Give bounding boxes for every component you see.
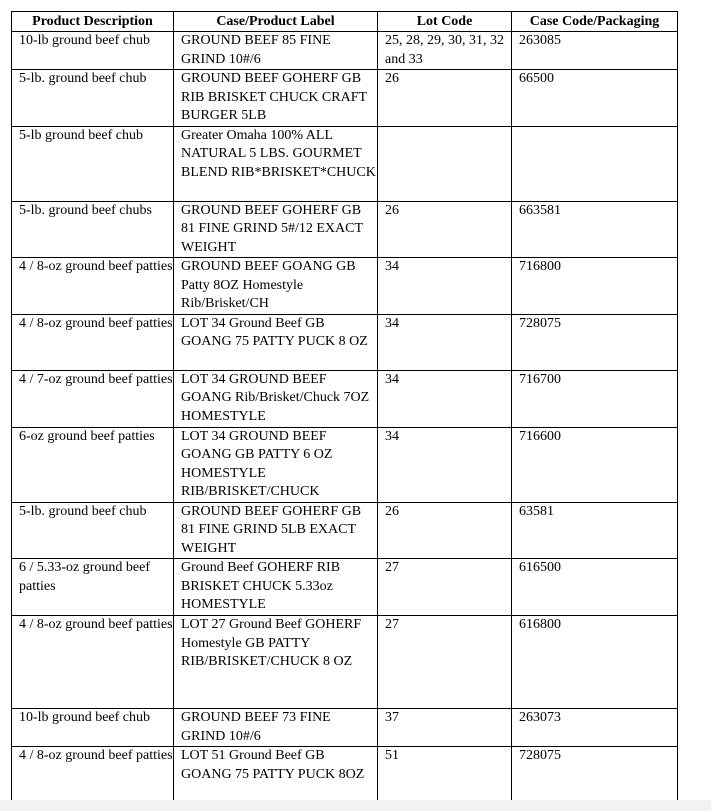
cell-case-code: 616800 bbox=[512, 616, 678, 709]
cell-lot-code: 26 bbox=[378, 201, 512, 258]
cell-product-description: 5-lb. ground beef chubs bbox=[12, 201, 174, 258]
table-row bbox=[12, 747, 678, 803]
cell-case-product-label: GROUND BEEF GOHERF GB 81 FINE GRIND 5LB EXACT WEIGHT bbox=[174, 502, 378, 559]
cell-case-code: 716800 bbox=[512, 258, 678, 315]
cell-case-code: 728075 bbox=[512, 314, 678, 370]
header-lot-code: Lot Code bbox=[378, 12, 512, 32]
cell-case-code: 728075 bbox=[512, 747, 678, 803]
cell-lot-code: 51 bbox=[378, 747, 512, 803]
table-row bbox=[12, 370, 678, 427]
cell-case-product-label: LOT 51 Ground Beef GB GOANG 75 PATTY PUCK 8OZ bbox=[174, 747, 378, 803]
table-header bbox=[12, 12, 678, 32]
table-row bbox=[12, 70, 678, 127]
cell-case-product-label: LOT 34 GROUND BEEF GOANG Rib/Brisket/Chuck 7OZ HOMESTYLE bbox=[174, 370, 378, 427]
cell-product-description: 4 / 8-oz ground beef patties bbox=[12, 258, 174, 315]
table-row bbox=[12, 427, 678, 502]
table-row bbox=[12, 126, 678, 201]
cell-lot-code: 25, 28, 29, 30, 31, 32 and 33 bbox=[378, 32, 512, 70]
cell-case-code: 716700 bbox=[512, 370, 678, 427]
table-row bbox=[12, 616, 678, 709]
cell-case-product-label: LOT 34 Ground Beef GB GOANG 75 PATTY PUCK 8 OZ bbox=[174, 314, 378, 370]
cell-case-code: 63581 bbox=[512, 502, 678, 559]
cell-case-code: 616500 bbox=[512, 559, 678, 616]
cell-product-description: 5-lb. ground beef chub bbox=[12, 502, 174, 559]
cell-lot-code: 34 bbox=[378, 370, 512, 427]
header-case-product-label: Case/Product Label bbox=[174, 12, 378, 32]
cell-lot-code: 37 bbox=[378, 709, 512, 747]
cell-product-description: 10-lb ground beef chub bbox=[12, 709, 174, 747]
cell-product-description: 4 / 8-oz ground beef patties bbox=[12, 616, 174, 709]
cell-case-code: 716600 bbox=[512, 427, 678, 502]
header-row bbox=[12, 12, 678, 32]
header-product-description: Product Description bbox=[12, 12, 174, 32]
cell-product-description: 5-lb ground beef chub bbox=[12, 126, 174, 201]
table-row bbox=[12, 32, 678, 70]
recall-product-table bbox=[11, 11, 678, 803]
table-row bbox=[12, 502, 678, 559]
cell-product-description: 5-lb. ground beef chub bbox=[12, 70, 174, 127]
cell-case-product-label: GROUND BEEF GOHERF GB 81 FINE GRIND 5#/12 EXACT WEIGHT bbox=[174, 201, 378, 258]
table-body bbox=[12, 32, 678, 803]
cell-case-product-label: Ground Beef GOHERF RIB BRISKET CHUCK 5.33oz HOMESTYLE bbox=[174, 559, 378, 616]
cell-lot-code: 27 bbox=[378, 559, 512, 616]
cell-product-description: 6-oz ground beef patties bbox=[12, 427, 174, 502]
cell-product-description: 10-lb ground beef chub bbox=[12, 32, 174, 70]
cell-case-code bbox=[512, 126, 678, 201]
cell-product-description: 4 / 8-oz ground beef patties bbox=[12, 747, 174, 803]
table-row bbox=[12, 201, 678, 258]
table-row bbox=[12, 258, 678, 315]
cell-lot-code: 34 bbox=[378, 258, 512, 315]
cell-product-description: 6 / 5.33-oz ground beef patties bbox=[12, 559, 174, 616]
cell-lot-code: 27 bbox=[378, 616, 512, 709]
cell-case-product-label: GROUND BEEF GOANG GB Patty 8OZ Homestyle Rib/Brisket/CH bbox=[174, 258, 378, 315]
table-row bbox=[12, 314, 678, 370]
cell-case-code: 263073 bbox=[512, 709, 678, 747]
cell-lot-code: 34 bbox=[378, 427, 512, 502]
cell-case-product-label: GROUND BEEF GOHERF GB RIB BRISKET CHUCK CRAFT BURGER 5LB bbox=[174, 70, 378, 127]
cell-case-code: 663581 bbox=[512, 201, 678, 258]
cell-case-product-label: LOT 27 Ground Beef GOHERF Homestyle GB PATTY RIB/BRISKET/CHUCK 8 OZ bbox=[174, 616, 378, 709]
cell-case-product-label: GROUND BEEF 73 FINE GRIND 10#/6 bbox=[174, 709, 378, 747]
cell-lot-code: 34 bbox=[378, 314, 512, 370]
cell-lot-code bbox=[378, 126, 512, 201]
cell-case-code: 263085 bbox=[512, 32, 678, 70]
cell-lot-code: 26 bbox=[378, 70, 512, 127]
page-bottom-edge bbox=[0, 800, 711, 811]
cell-case-product-label: Greater Omaha 100% ALL NATURAL 5 LBS. GOURMET BLEND RIB*BRISKET*CHUCK bbox=[174, 126, 378, 201]
table-row bbox=[12, 559, 678, 616]
header-case-code-packaging: Case Code/Packaging bbox=[512, 12, 678, 32]
cell-case-product-label: GROUND BEEF 85 FINE GRIND 10#/6 bbox=[174, 32, 378, 70]
cell-lot-code: 26 bbox=[378, 502, 512, 559]
table-row bbox=[12, 709, 678, 747]
cell-case-code: 66500 bbox=[512, 70, 678, 127]
cell-product-description: 4 / 7-oz ground beef patties bbox=[12, 370, 174, 427]
cell-product-description: 4 / 8-oz ground beef patties bbox=[12, 314, 174, 370]
cell-case-product-label: LOT 34 GROUND BEEF GOANG GB PATTY 6 OZ HOMESTYLE RIB/BRISKET/CHUCK bbox=[174, 427, 378, 502]
